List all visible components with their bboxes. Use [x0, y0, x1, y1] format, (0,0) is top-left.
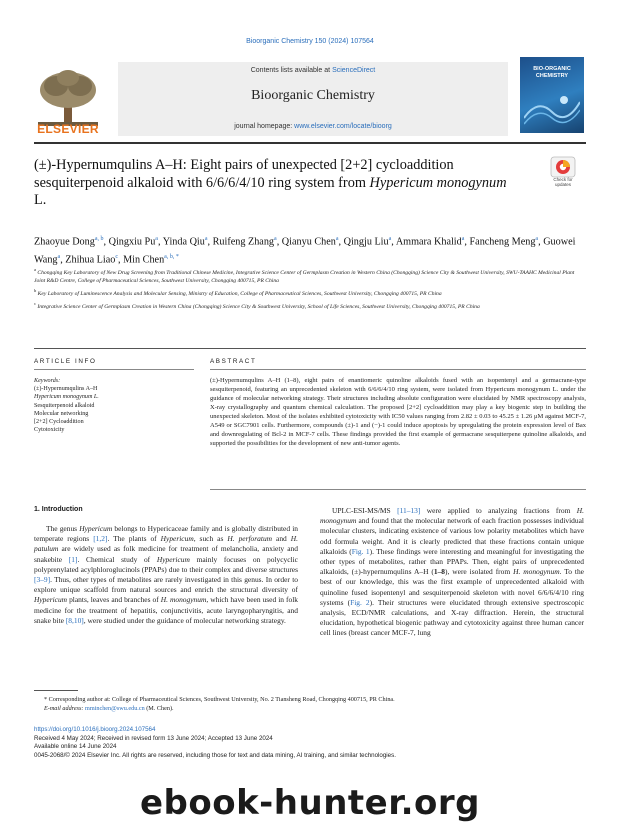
reference-link[interactable]: [8,10] [65, 615, 84, 625]
affiliation-b: $^b$ Key Laboratory of Luminescence Analysis and Molecular Sensing, Ministry of Education, College of Pharmaceutical Sciences, Southwest University, Chongqing 400715, PR China [34, 288, 442, 298]
keywords-label: Keywords: [34, 378, 61, 384]
cover-title: BIO-ORGANIC CHEMISTRY [533, 66, 571, 79]
figure-link[interactable]: Fig. 1 [351, 546, 370, 556]
keyword: Hypericum monogynum L. [34, 394, 99, 401]
sciencedirect-link[interactable]: ScienceDirect [332, 67, 376, 74]
section-rule [34, 348, 586, 349]
author-affiliation-marker[interactable]: a [155, 236, 158, 242]
affiliations [34, 266, 586, 314]
keyword: Sesquiterpenoid alkaloid [34, 402, 95, 409]
reference-link[interactable]: [1] [68, 554, 78, 564]
article-info-heading: ARTICLE INFO [34, 358, 97, 365]
abstract-bottom-rule [210, 489, 586, 490]
reference-link[interactable]: [3–9] [34, 575, 51, 585]
author-name[interactable]: Min Chen [123, 254, 165, 266]
author-name[interactable]: Qingxiu Pu [108, 236, 156, 248]
reference-link[interactable]: [11–13] [397, 506, 421, 515]
author-name[interactable]: Guowei Wang [34, 236, 576, 266]
check-for-updates-label[interactable]: Check for updates [553, 177, 573, 187]
author-affiliation-marker[interactable]: a [274, 236, 277, 242]
author-name[interactable]: Zhihua Liao [65, 254, 116, 266]
contents-available: Contents lists available at ScienceDirect [250, 67, 376, 74]
author-affiliation-marker[interactable]: a [535, 236, 539, 242]
abstract-rule [210, 369, 586, 370]
author-name[interactable]: Qianyu Chen [281, 236, 336, 248]
received-dates: Received 4 May 2024; Received in revised form 13 June 2024; Accepted 13 June 2024 [34, 734, 273, 742]
article-title: (±)-Hypernumqulins A–H: Eight pairs of unexpected [2+2] cycloaddition sesquiterpenoid alkaloid with 6/6/6/4/10 ring system from Hypericum monogynum L. [34, 157, 507, 208]
journal-homepage: journal homepage: www.elsevier.com/locate/bioorg [234, 123, 392, 130]
journal-citation[interactable]: Bioorganic Chemistry 150 (2024) 107564 [246, 38, 374, 45]
keywords-block [34, 377, 194, 434]
keyword: [2+2] Cycloaddition [34, 419, 84, 426]
author-affiliation-marker[interactable]: a, b [94, 236, 104, 242]
publication-info [34, 726, 586, 760]
author-list: Zhaoyue Dong$^{a, b}$, Qingxiu Pu$^a$, Yinda Qiu$^a$, Ruifeng Zhang$^a$, Qianyu Chen$^a$, Qingju Liu$^a$, Ammara Khalid$^a$, Fancheng Meng$^a$, Guowei Wang$^a$, Zhihua Liao$^c$, Min Chen$^{a, b, *}$ [34, 236, 576, 266]
abstract-text: (±)-Hypernumqulins A–H (1–8), eight pairs of enantiomeric quinoline alkaloids fused with an isopentenyl and a germacrane-type sesquiterpenoid, featuring an unprecedented skeleton with 6/6/6/4/10 ring system, were isolated from Hypericum monogynum L. under the guidance of molecular networking strategy. Their structures including absolute configuration were elucidated by NMR spectroscopy analysis, X-ray crystallography and quantum chemical calculation. The proposed [2+2] cycloaddition may play a key biogenic step in building the unexpected skeleton. Most of the isolates exhibited cytotoxicity with IC50 values ranging from 2.82 ± 0.03 to 45.25 ± 1.26 μM against MCF-7, A549 or SGC7901 cells. Furthermore, compounds (±)-1 and (−)-1 could induce apoptosis by upregulating the protein expression level of Bax and downregulating of Bcl-2 in MCF-7 cells. These findings provided the first example of germacrane sesquiterpene quinoline alkaloids, and supported the possibilities for the development of new anti-tumor agents. [210, 377, 586, 447]
author-name[interactable]: Yinda Qiu [162, 236, 205, 248]
cover-graphic [524, 88, 580, 128]
author-affiliation-marker[interactable]: a, b, * [164, 253, 179, 260]
reference-link[interactable]: [1,2] [93, 534, 108, 544]
section-heading-introduction: 1. Introduction [34, 506, 83, 513]
author-name[interactable]: Fancheng Meng [469, 236, 536, 248]
corresponding-author-footnote: * Corresponding author at: College of Pharmaceutical Sciences, Southwest University, No. 2 Tiansheng Road, Chongqing 400715, PR China. E-mail address: mminchen@swu.edu.cn (M. Chen). [44, 696, 395, 712]
available-online: Available online 14 June 2024 [34, 743, 117, 751]
article-info-rule [34, 369, 194, 370]
author-name[interactable]: Ruifeng Zhang [212, 236, 275, 248]
abstract-heading: ABSTRACT [210, 358, 257, 365]
homepage-link[interactable]: www.elsevier.com/locate/bioorg [294, 123, 392, 130]
author-affiliation-marker[interactable]: a [57, 253, 61, 260]
keyword: Molecular networking [34, 410, 89, 417]
keyword: Cytotoxicity [34, 427, 65, 434]
author-name[interactable]: Zhaoyue Dong [34, 236, 95, 248]
author-affiliation-marker[interactable]: a [335, 236, 339, 242]
affiliation-a: $^a$ Chongqing Key Laboratory of New Drug Screening from Traditional Chinese Medicine, Integrative Science Center of Germplasm Creation in Western China (Chongqing) Science City & Southwest University, SWU-TAAHC Medicinal Plant Joint R&D Centre, College of Pharmaceutical Sciences, Southwest University, Chongqing 400715, PR China [34, 267, 575, 284]
watermark-text: ebook-hunter.org [139, 783, 481, 823]
author-affiliation-marker[interactable]: c [115, 253, 119, 260]
header-rule [34, 142, 586, 144]
doi-link[interactable]: https://doi.org/10.1016/j.bioorg.2024.107564 [34, 726, 156, 733]
copyright: 0045-2068/© 2024 Elsevier Inc. All rights are reserved, including those for text and data mining, AI training, and similar technologies. [34, 751, 396, 759]
intro-column-2: UPLC-ESI-MS/MS [11–13] were applied to analyzing fractions from H. monogynum and found that the molecular network of each fraction possesses individual molecular clusters, indicating existence of various low polarity metabolites which have odd formula weight. And it is clearly predicted that these fractions contain unique alkaloids (Fig. 1). These findings were interesting and meaningful for investigating the other types of metabolites, rather than PPAPs. Then, eight pairs of unprecedented alkaloids, (±)-hypernumqulins A–H (1–8), were isolated from H. monogynum. To the best of our knowledge, this was the first example of unprecedented alkaloid with quinoline fused isopentenyl and sesquiterpenoid skeleton with novel 6/6/6/4/10 ring systems (Fig. 2). Their structures were elucidated through extensive spectroscopic analysis, ECD/NMR calculations, and X-ray diffraction. Herein, the structural elucidation, hypothetical biogenic pathway and cytotoxicity against three human cancer cell lines (breast cancer MCF-7, lung [320, 506, 585, 638]
author-name[interactable]: Ammara Khalid [395, 236, 462, 248]
author-affiliation-marker[interactable]: a [461, 236, 465, 242]
publisher-logo-text: ELSEVIER [37, 122, 99, 136]
affiliation-c: $^c$ Integrative Science Center of Germplasm Creation in Western China (Chongqing) Science City & Southwest University, School of Life Sciences, Southwest University, Chongqing 400715, PR China [34, 301, 480, 311]
author-name[interactable]: Qingju Liu [343, 236, 389, 248]
figure-link[interactable]: Fig. 2 [350, 597, 370, 607]
footnote-rule [34, 690, 78, 691]
author-affiliation-marker[interactable]: a [204, 236, 208, 242]
email-link[interactable]: mminchen@swu.edu.cn [85, 704, 145, 712]
keyword: (±)-Hypernumqulins A–H [34, 386, 98, 393]
intro-column-1: The genus Hypericum belongs to Hypericaceae family and is globally distributed in temperate regions [1,2]. The plants of Hypericum, such as H. perforatum and H. patulum are widely used as folk medicine for treatment of melancholia, anxiety and snakebite [1]. Chemical study of Hypericum mainly focuses on polycyclic polyprenylated acylphloroglucinols (PPAPs) due to their complex and diverse structures [3–9]. Thus, other types of metabolites are rarely investigated in this genus. In order to explore unique scaffold from natural sources and enrich the structural diversity of Hypericum plants, leaves and branches of H. monogynum, which have been used in folk medicine for the treatment of hepatitis, conjunctivitis, acute laryngopharyngitis, and snake bite [8,10], were studied under the guidance of molecular networking strategy. [34, 524, 298, 625]
journal-name: Bioorganic Chemistry [251, 88, 375, 103]
author-affiliation-marker[interactable]: a [388, 236, 392, 242]
